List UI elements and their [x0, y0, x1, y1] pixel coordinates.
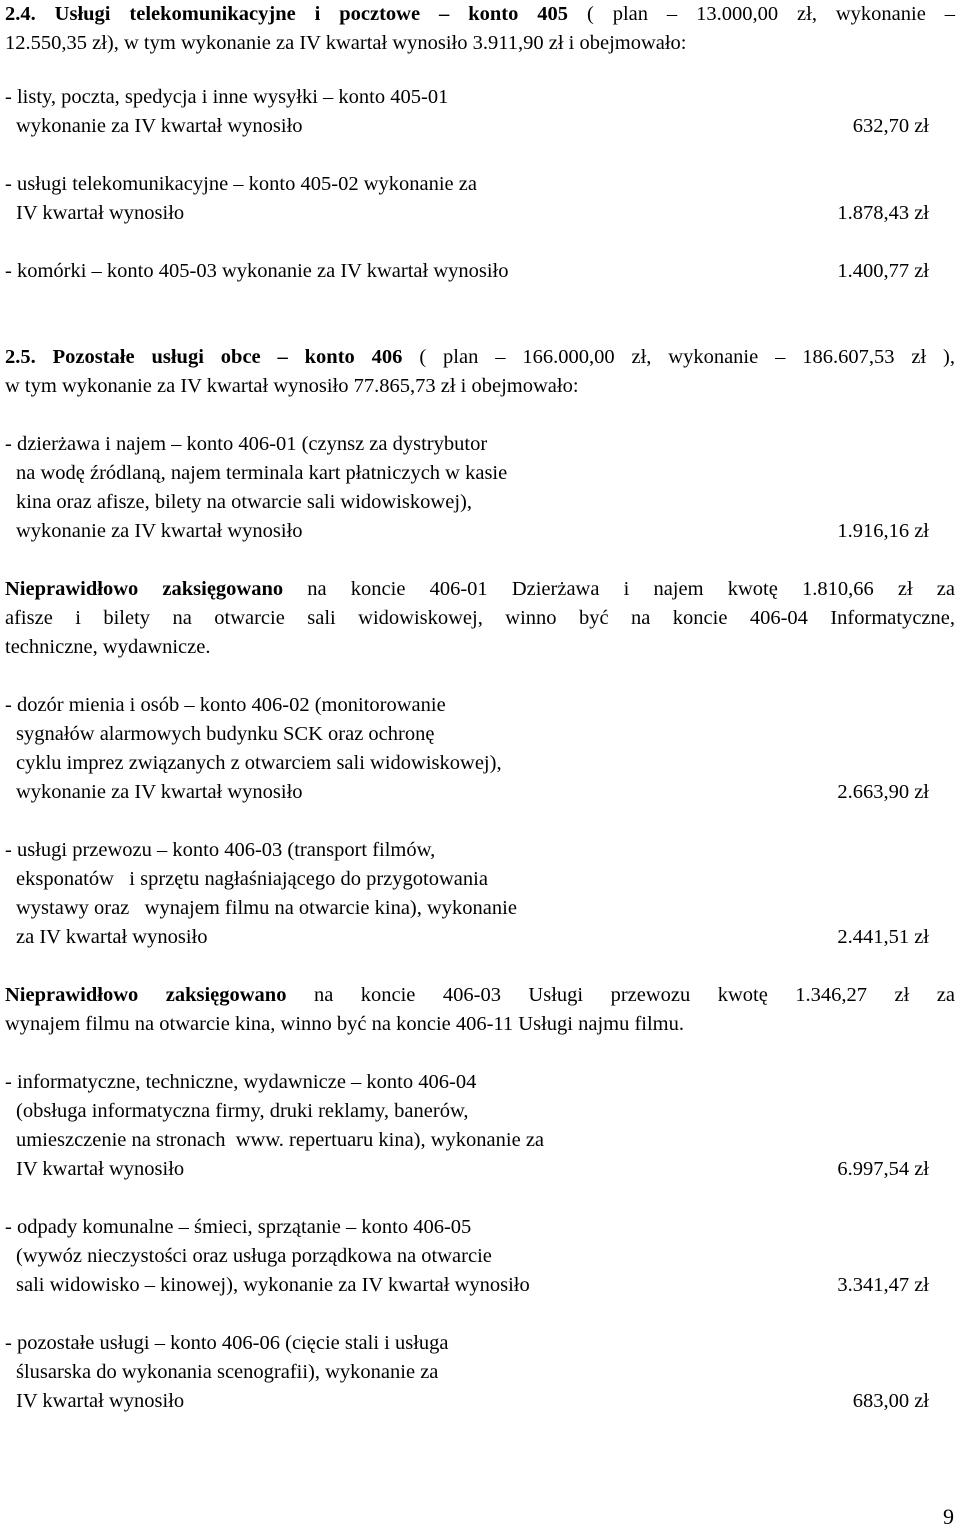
amount-405-03: 1.400,77 zł	[837, 260, 929, 282]
item-406-02: - dozór mienia i osób – konto 406-02 (monitorowanie sygnałów alarmowych budynku SCK oraz ochronę cyklu imprez związanych z otwarciem sali widowiskowej), wykonanie za IV kwartał wynosiło 2.663,90 zł	[5, 691, 929, 807]
page-number: 9	[943, 1504, 954, 1529]
section-2-5-heading-line2: w tym wykonanie za IV kwartał wynosiło 77.865,73 zł i obejmowało:	[5, 375, 579, 397]
note-incorrect-posting-406-01: Nieprawidłowo zaksięgowano na koncie 406-01 Dzierżawa i najem kwotę 1.810,66 zł za afisze i bilety na otwarcie sali widowiskowej, winno być na koncie 406-04 Informatyczne, techniczne, wydawnicze.	[5, 578, 955, 658]
amount-405-02: 1.878,43 zł	[837, 202, 929, 224]
item-406-05: - odpady komunalne – śmieci, sprzątanie – konto 406-05 (wywóz nieczystości oraz usługa porządkowa na otwarcie sali widowisko – kinowej), wykonanie za IV kwartał wynosiło 3.341,47 zł	[5, 1213, 929, 1300]
section-2-5-heading-line1: 2.5. Pozostałe usługi obce – konto 406 ( plan – 166.000,00 zł, wykonanie – 186.607,53 zł ),	[5, 346, 956, 368]
item-406-01: - dzierżawa i najem – konto 406-01 (czynsz za dystrybutor na wodę źródlaną, najem terminala kart płatniczych w kasie kina oraz afisze, bilety na otwarcie sali widowiskowej), wykonanie za IV kwartał wynosiło 1.916,16 zł	[5, 430, 929, 546]
item-405-02: - usługi telekomunikacyjne – konto 405-02 wykonanie za IV kwartał wynosiło 1.878,43 zł	[5, 170, 929, 228]
note-incorrect-posting-406-03: Nieprawidłowo zaksięgowano na koncie 406-03 Usługi przewozu kwotę 1.346,27 zł za wynajem filmu na otwarcie kina, winno być na koncie 406-11 Usługi najmu filmu.	[5, 984, 955, 1035]
item-405-03: - komórki – konto 405-03 wykonanie za IV kwartał wynosiło 1.400,77 zł	[5, 257, 929, 286]
amount-406-05: 3.341,47 zł	[837, 1274, 929, 1296]
amount-405-01: 632,70 zł	[852, 115, 929, 137]
amount-406-01: 1.916,16 zł	[837, 520, 929, 542]
amount-406-02: 2.663,90 zł	[837, 781, 929, 803]
item-406-04: - informatyczne, techniczne, wydawnicze – konto 406-04 (obsługa informatyczna firmy, druki reklamy, banerów, umieszczenie na stronach www. repertuaru kina), wykonanie za IV kwartał wynosiło 6.997,54 zł	[5, 1068, 929, 1184]
amount-406-06: 683,00 zł	[852, 1390, 929, 1412]
section-2-4-heading-line1: 2.4. Usługi telekomunikacyjne i pocztowe – konto 405 ( plan – 13.000,00 zł, wykonanie –	[5, 3, 955, 25]
amount-406-03: 2.441,51 zł	[837, 926, 929, 948]
item-406-03: - usługi przewozu – konto 406-03 (transport filmów, eksponatów i sprzętu nagłaśniającego do przygotowania wystawy oraz wynajem filmu na otwarcie kina), wykonanie za IV kwartał wynosiło 2.441,51 zł	[5, 836, 929, 952]
section-2-4-heading-line2: 12.550,35 zł), w tym wykonanie za IV kwartał wynosiło 3.911,90 zł i obejmowało:	[5, 32, 687, 54]
item-406-06: - pozostałe usługi – konto 406-06 (cięcie stali i usługa ślusarska do wykonania scenografii), wykonanie za IV kwartał wynosiło 683,00 zł	[5, 1329, 929, 1416]
amount-406-04: 6.997,54 zł	[837, 1158, 929, 1180]
item-405-01: - listy, poczta, spedycja i inne wysyłki – konto 405-01 wykonanie za IV kwartał wynosiło 632,70 zł	[5, 83, 929, 141]
